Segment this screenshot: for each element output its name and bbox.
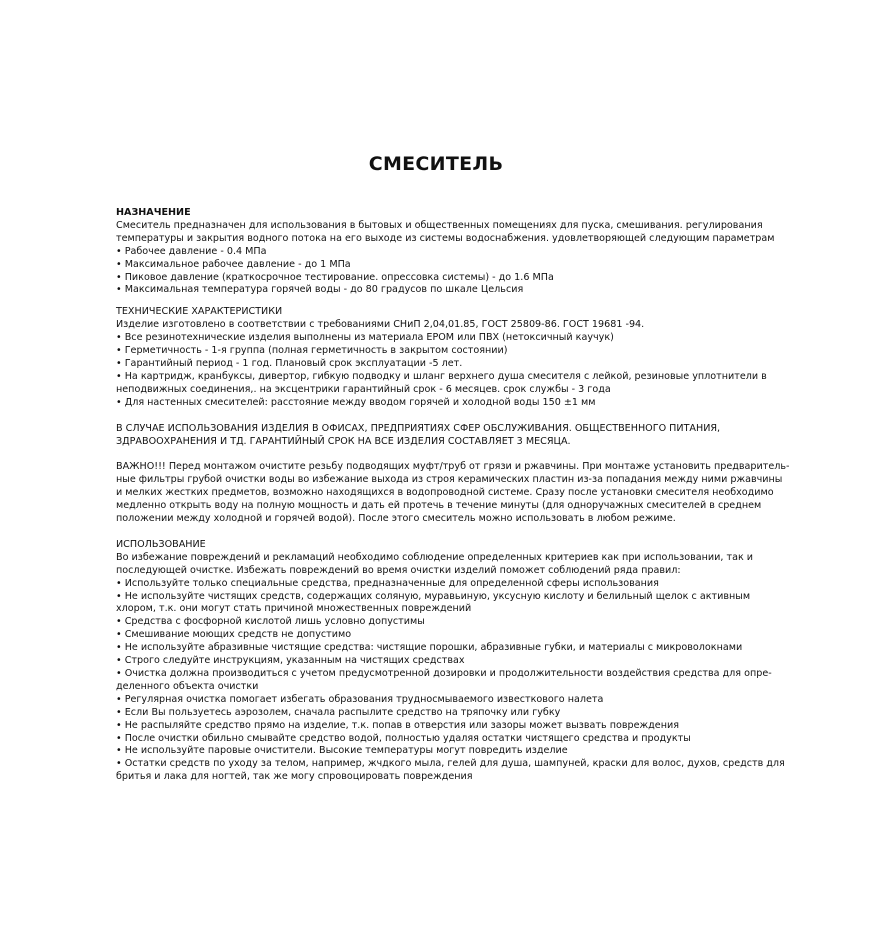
text-line: хлором, т.к. они могут стать причиной множественных повреждений xyxy=(116,603,472,615)
text-line: Во избежание повреждений и рекламаций необходимо соблюдение определенных критериев как при использовании, так и xyxy=(116,551,754,563)
list-item: • Максимальная температура горячей воды - до 80 градусов по шкале Цельсия xyxy=(116,284,524,296)
warranty-notice-line: ЗДРАВООХРАНЕНИЯ И ТД. ГАРАНТИЙНЫЙ СРОК НА ВСЕ ИЗДЕЛИЯ СОСТАВЛЯЕТ 3 МЕСЯЦА. xyxy=(116,435,571,447)
section-important xyxy=(116,461,790,526)
list-item: • Не используйте абразивные чистящие средства: чистящие порошки, абразивные губки, и материалы с микроволокнами xyxy=(116,642,743,654)
list-item: • Не используйте паровые очистители. Высокие температуры могут повредить изделие xyxy=(116,745,568,757)
text-line: Изделие изготовлено в соответствии с требованиями СНиП 2,04,01.85, ГОСТ 25809-86. ГОСТ 19681 -94. xyxy=(116,319,645,331)
text-line: деленного объекта очистки xyxy=(116,680,259,692)
list-item: • Используйте только специальные средства, предназначенные для определенной сферы использования xyxy=(116,577,659,589)
list-item: • Не распыляйте средство прямо на изделие, т.к. попав в отверстия или зазоры может вызвать повреждения xyxy=(116,719,679,731)
text-line: неподвижных соединения,. на эксцентрики гарантийный срок - 6 месяцев. срок службы - 3 года xyxy=(116,383,611,395)
list-item: • Строго следуйте инструкциям, указанным на чистящих средствах xyxy=(116,655,465,667)
text-line: температуры и закрытия водного потока на его выходе из системы водоснабжения. удовлетворяющей следующим параметрам xyxy=(116,232,775,244)
list-item: • После очистки обильно смывайте средство водой, полностью удаляя остатки чистящего средства и продукты xyxy=(116,732,691,744)
section-specs xyxy=(116,306,766,409)
text-line: последующей очистке. Избежать повреждений во время очистки изделий поможет соблюдений ряда правил: xyxy=(116,564,681,576)
text-line: бритья и лака для ногтей, так же могу спровоцировать повреждения xyxy=(116,771,473,783)
list-item: • Гарантийный период - 1 год. Плановый срок эксплуатации -5 лет. xyxy=(116,357,463,369)
document-body xyxy=(116,207,790,784)
list-item: • Пиковое давление (краткосрочное тестирование. опрессовка системы) - до 1.6 МПа xyxy=(116,271,554,283)
text-line: положении между холодной и горячей водой). После этого смеситель можно использовать в любом режиме. xyxy=(116,513,676,525)
warranty-notice-line: В СЛУЧАЕ ИСПОЛЬЗОВАНИЯ ИЗДЕЛИЯ В ОФИСАХ, ПРЕДПРИЯТИЯХ СФЕР ОБСЛУЖИВАНИЯ. ОБЩЕСТВЕННОГО ПИТАНИЯ, xyxy=(116,422,721,434)
list-item: • Для настенных смесителей: расстояние между вводом горячей и холодной воды 150 ±1 мм xyxy=(116,396,596,408)
text-line: Смеситель предназначен для использования в бытовых и общественных помещениях для пуска, смешивания. регулирования xyxy=(116,219,763,231)
section-office-warranty xyxy=(116,423,766,449)
list-item: • Если Вы пользуетесь аэрозолем, сначала распылите средство на тряпочку или губку xyxy=(116,706,561,718)
text-line: ВАЖНО!!! Перед монтажом очистите резьбу подводящих муфт/труб от грязи и ржавчины. При монтаже установить предваритель- xyxy=(116,461,790,473)
list-item: • Герметичность - 1-я группа (полная герметичность в закрытом состоянии) xyxy=(116,345,508,357)
list-item: • Средства с фосфорной кислотой лишь условно допустимы xyxy=(116,616,425,628)
text-line: и мелких жестких предметов, возможно находящихся в водопроводной системе. Сразу после установки смесителя необходимо xyxy=(116,487,774,499)
list-item: • Все резинотехнические изделия выполнены из материала ЕРОМ или ПВХ (нетоксичный каучук) xyxy=(116,332,614,344)
list-item: • Не используйте чистящих средств, содержащих соляную, муравьиную, уксусную кислоту и белильный щелок с активным xyxy=(116,590,751,602)
page-title: СМЕСИТЕЛЬ xyxy=(368,153,504,175)
section-usage xyxy=(116,538,785,784)
section-heading-specs: ТЕХНИЧЕСКИЕ ХАРАКТЕРИСТИКИ xyxy=(116,306,283,318)
list-item: • Очистка должна производиться с учетом предусмотренной дозировки и продолжительности воздействия средства для опре- xyxy=(116,668,772,679)
section-heading-purpose: НАЗНАЧЕНИЕ xyxy=(116,207,191,218)
list-item: • Регулярная очистка помогает избегать образования трудносмываемого известкового налета xyxy=(116,693,604,705)
text-line: медленно открыть воду на полную мощность и дать ей протечь в течение минуты (для одноручажных смесителей в среднем xyxy=(116,500,762,512)
list-item: • Рабочее давление - 0.4 МПа xyxy=(116,245,267,257)
section-purpose xyxy=(116,207,775,297)
list-item: • Смешивание моющих средств не допустимо xyxy=(116,629,352,641)
text-line: ные фильтры грубой очистки воды во избежание выхода из строя керамических пластин из-за попадания между ними ржавчины xyxy=(116,474,783,486)
section-heading-usage: ИСПОЛЬЗОВАНИЕ xyxy=(116,538,206,550)
list-item: • На картридж, кранбуксы, дивертор, гибкую подводку и шланг верхнего душа смесителя с лейкой, резиновые уплотнители в xyxy=(116,370,767,382)
list-item: • Максимальное рабочее давление - до 1 МПа xyxy=(116,258,351,270)
list-item: • Остатки средств по уходу за телом, например, жчдкого мыла, гелей для душа, шампуней, краски для волос, духов, средств для xyxy=(116,758,785,770)
